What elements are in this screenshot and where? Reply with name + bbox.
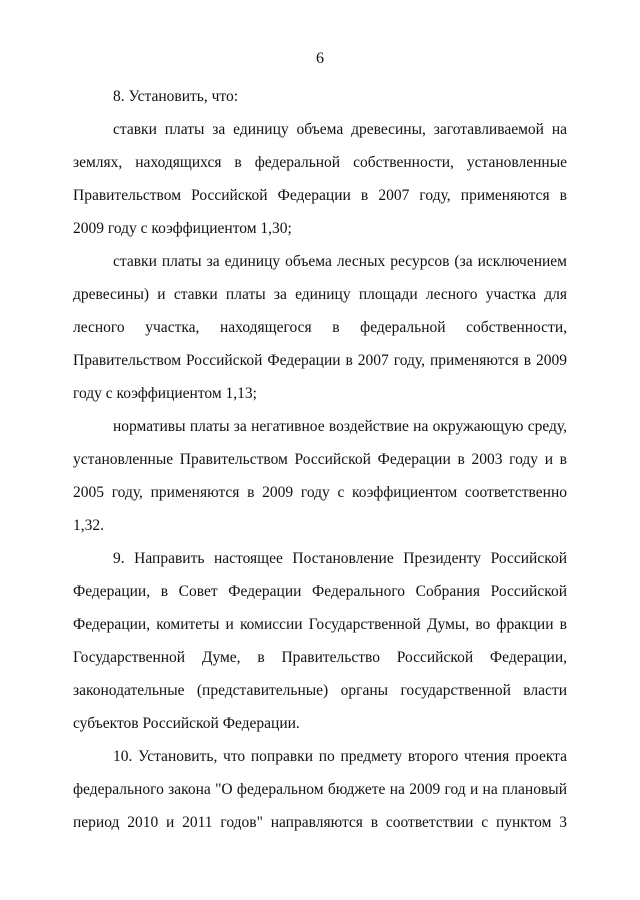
paragraph <box>73 80 567 113</box>
page-number: 6 <box>316 50 324 67</box>
text-line: Федерации, комитеты и комиссии Государственной Думы, во фракции в <box>73 616 567 633</box>
text-line: субъектов Российской Федерации. <box>73 715 300 732</box>
paragraph <box>73 740 567 839</box>
paragraph <box>73 113 567 245</box>
text-line: установленные Правительством Российской Федерации в 2003 году и в <box>73 451 567 468</box>
text-line: Правительством Российской Федерации в 2007 году, применяются в 2009 <box>73 352 567 369</box>
text-line: году с коэффициентом 1,13; <box>73 385 257 402</box>
document-body <box>73 80 567 839</box>
text-line: Государственной Думе, в Правительство Российской Федерации, <box>73 649 567 666</box>
text-line: период 2010 и 2011 годов" направляются в соответствии с пунктом 3 <box>73 814 567 831</box>
text-line: федерального закона "О федеральном бюджете на 2009 год и на плановый <box>73 781 567 798</box>
text-line: 9. Направить настоящее Постановление Президенту Российской <box>113 550 567 567</box>
text-line: землях, находящихся в федеральной собственности, установленные <box>73 154 567 171</box>
text-line: 2009 году с коэффициентом 1,30; <box>73 220 292 237</box>
text-line: 10. Установить, что поправки по предмету второго чтения проекта <box>113 748 567 765</box>
text-line: нормативы платы за негативное воздействие на окружающую среду, <box>113 418 567 435</box>
text-line: древесины) и ставки платы за единицу площади лесного участка для <box>73 286 567 303</box>
text-line: Федерации, в Совет Федерации Федерального Собрания Российской <box>73 583 567 600</box>
paragraph <box>73 245 567 410</box>
text-line: законодательные (представительные) органы государственной власти <box>73 682 567 699</box>
text-line: 2005 году, применяются в 2009 году с коэффициентом соответственно <box>73 484 567 501</box>
text-line: ставки платы за единицу объема лесных ресурсов (за исключением <box>113 253 567 270</box>
text-line: ставки платы за единицу объема древесины, заготавливаемой на <box>113 121 567 138</box>
text-line: Правительством Российской Федерации в 2007 году, применяются в <box>73 187 567 204</box>
text-line: 1,32. <box>73 517 104 534</box>
text-line: 8. Установить, что: <box>113 88 239 105</box>
paragraph <box>73 410 567 542</box>
text-line: лесного участка, находящегося в федеральной собственности, <box>73 319 567 336</box>
paragraph <box>73 542 567 740</box>
